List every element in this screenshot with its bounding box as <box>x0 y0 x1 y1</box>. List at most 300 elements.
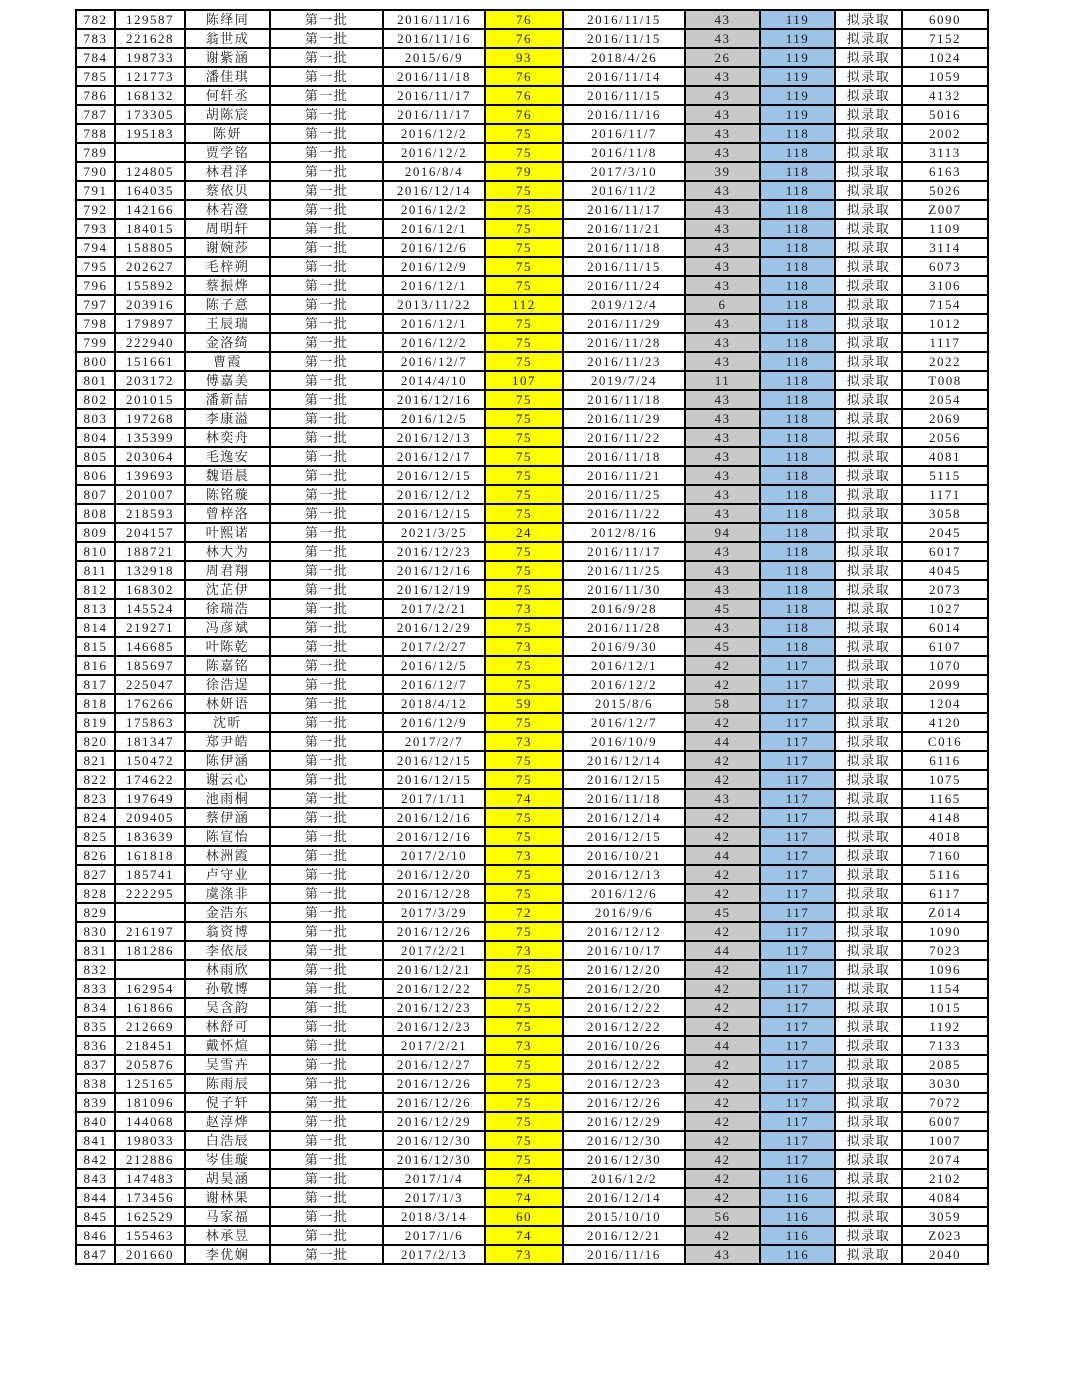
table-row <box>76 10 988 29</box>
cell-sequence-number: 823 <box>76 789 115 808</box>
cell-admission-status: 拟录取 <box>835 314 902 333</box>
cell-days-count: 42 <box>685 1055 760 1074</box>
cell-score-highlighted: 75 <box>485 143 563 162</box>
cell-batch: 第一批 <box>270 219 383 238</box>
cell-days-count: 43 <box>685 276 760 295</box>
cell-total-score: 119 <box>760 10 835 29</box>
cell-sequence-number: 833 <box>76 979 115 998</box>
cell-days-count: 42 <box>685 1169 760 1188</box>
cell-student-name: 蔡振烨 <box>185 276 270 295</box>
cell-first-date: 2016/12/2 <box>383 333 485 352</box>
cell-batch: 第一批 <box>270 1093 383 1112</box>
cell-admission-status: 拟录取 <box>835 751 902 770</box>
cell-code: 1154 <box>902 979 988 998</box>
cell-total-score: 117 <box>760 1074 835 1093</box>
cell-sequence-number: 804 <box>76 428 115 447</box>
cell-student-name: 胡昊涵 <box>185 1169 270 1188</box>
cell-score-highlighted: 73 <box>485 599 563 618</box>
cell-total-score: 118 <box>760 409 835 428</box>
cell-score-highlighted: 75 <box>485 618 563 637</box>
cell-student-name: 赵淳烨 <box>185 1112 270 1131</box>
cell-first-date: 2016/12/15 <box>383 504 485 523</box>
cell-admission-status: 拟录取 <box>835 67 902 86</box>
cell-sequence-number: 784 <box>76 48 115 67</box>
cell-score-highlighted: 75 <box>485 219 563 238</box>
cell-days-count: 43 <box>685 1245 760 1264</box>
cell-sequence-number: 836 <box>76 1036 115 1055</box>
cell-days-count: 42 <box>685 827 760 846</box>
cell-score-highlighted: 75 <box>485 542 563 561</box>
cell-code: 1012 <box>902 314 988 333</box>
cell-first-date: 2015/6/9 <box>383 48 485 67</box>
cell-first-date: 2018/4/12 <box>383 694 485 713</box>
cell-student-id: 144068 <box>115 1112 185 1131</box>
cell-first-date: 2016/8/4 <box>383 162 485 181</box>
cell-second-date: 2016/11/18 <box>563 238 685 257</box>
cell-student-name: 徐瑞浩 <box>185 599 270 618</box>
cell-batch: 第一批 <box>270 1055 383 1074</box>
cell-score-highlighted: 75 <box>485 200 563 219</box>
cell-batch: 第一批 <box>270 922 383 941</box>
cell-total-score: 117 <box>760 675 835 694</box>
cell-batch: 第一批 <box>270 200 383 219</box>
cell-admission-status: 拟录取 <box>835 447 902 466</box>
table-row <box>76 428 988 447</box>
cell-days-count: 56 <box>685 1207 760 1226</box>
cell-student-name: 林洲霞 <box>185 846 270 865</box>
cell-code: 1165 <box>902 789 988 808</box>
cell-sequence-number: 791 <box>76 181 115 200</box>
cell-code: 1070 <box>902 656 988 675</box>
cell-days-count: 44 <box>685 846 760 865</box>
table-row <box>76 1074 988 1093</box>
cell-score-highlighted: 75 <box>485 922 563 941</box>
cell-code: 4018 <box>902 827 988 846</box>
cell-admission-status: 拟录取 <box>835 1093 902 1112</box>
cell-student-id: 184015 <box>115 219 185 238</box>
cell-days-count: 42 <box>685 1093 760 1112</box>
cell-days-count: 43 <box>685 124 760 143</box>
table-row <box>76 941 988 960</box>
cell-batch: 第一批 <box>270 675 383 694</box>
cell-score-highlighted: 75 <box>485 276 563 295</box>
cell-admission-status: 拟录取 <box>835 371 902 390</box>
cell-score-highlighted: 75 <box>485 238 563 257</box>
cell-first-date: 2016/12/29 <box>383 1112 485 1131</box>
table-row <box>76 903 988 922</box>
cell-batch: 第一批 <box>270 523 383 542</box>
cell-code: 3059 <box>902 1207 988 1226</box>
cell-admission-status: 拟录取 <box>835 238 902 257</box>
cell-admission-status: 拟录取 <box>835 48 902 67</box>
cell-student-id <box>115 960 185 979</box>
cell-first-date: 2016/12/21 <box>383 960 485 979</box>
cell-admission-status: 拟录取 <box>835 257 902 276</box>
cell-sequence-number: 785 <box>76 67 115 86</box>
cell-batch: 第一批 <box>270 1017 383 1036</box>
cell-batch: 第一批 <box>270 162 383 181</box>
table-row <box>76 1150 988 1169</box>
cell-sequence-number: 828 <box>76 884 115 903</box>
cell-student-name: 王辰瑞 <box>185 314 270 333</box>
cell-batch: 第一批 <box>270 770 383 789</box>
cell-sequence-number: 820 <box>76 732 115 751</box>
cell-total-score: 117 <box>760 1017 835 1036</box>
cell-admission-status: 拟录取 <box>835 1131 902 1150</box>
table-row <box>76 48 988 67</box>
cell-sequence-number: 790 <box>76 162 115 181</box>
cell-first-date: 2016/12/15 <box>383 751 485 770</box>
cell-second-date: 2016/9/28 <box>563 599 685 618</box>
cell-code: 4148 <box>902 808 988 827</box>
cell-sequence-number: 811 <box>76 561 115 580</box>
cell-admission-status: 拟录取 <box>835 903 902 922</box>
cell-code: 6014 <box>902 618 988 637</box>
cell-days-count: 44 <box>685 941 760 960</box>
cell-admission-status: 拟录取 <box>835 960 902 979</box>
cell-second-date: 2016/12/30 <box>563 1131 685 1150</box>
cell-batch: 第一批 <box>270 960 383 979</box>
cell-batch: 第一批 <box>270 1188 383 1207</box>
cell-sequence-number: 796 <box>76 276 115 295</box>
cell-days-count: 43 <box>685 238 760 257</box>
cell-second-date: 2016/9/30 <box>563 637 685 656</box>
cell-second-date: 2016/12/29 <box>563 1112 685 1131</box>
cell-total-score: 117 <box>760 827 835 846</box>
cell-first-date: 2016/11/16 <box>383 29 485 48</box>
cell-sequence-number: 835 <box>76 1017 115 1036</box>
cell-sequence-number: 792 <box>76 200 115 219</box>
cell-sequence-number: 789 <box>76 143 115 162</box>
cell-second-date: 2016/9/6 <box>563 903 685 922</box>
cell-second-date: 2016/11/14 <box>563 67 685 86</box>
admission-table <box>75 9 989 1265</box>
cell-first-date: 2017/2/10 <box>383 846 485 865</box>
table-row <box>76 637 988 656</box>
cell-code: 4120 <box>902 713 988 732</box>
cell-second-date: 2016/11/15 <box>563 86 685 105</box>
cell-student-name: 孙敬博 <box>185 979 270 998</box>
cell-student-name: 林若澄 <box>185 200 270 219</box>
cell-total-score: 117 <box>760 846 835 865</box>
cell-code: 7023 <box>902 941 988 960</box>
cell-student-name: 蔡依贝 <box>185 181 270 200</box>
cell-score-highlighted: 75 <box>485 124 563 143</box>
cell-total-score: 118 <box>760 352 835 371</box>
cell-student-name: 吴雪卉 <box>185 1055 270 1074</box>
cell-batch: 第一批 <box>270 865 383 884</box>
cell-first-date: 2016/12/9 <box>383 713 485 732</box>
cell-code: 2040 <box>902 1245 988 1264</box>
cell-code: 6017 <box>902 542 988 561</box>
cell-student-name: 冯彦斌 <box>185 618 270 637</box>
cell-first-date: 2017/2/21 <box>383 1036 485 1055</box>
cell-student-id: 142166 <box>115 200 185 219</box>
cell-batch: 第一批 <box>270 124 383 143</box>
cell-admission-status: 拟录取 <box>835 1017 902 1036</box>
cell-batch: 第一批 <box>270 979 383 998</box>
cell-second-date: 2016/11/29 <box>563 409 685 428</box>
cell-total-score: 117 <box>760 960 835 979</box>
table-row <box>76 295 988 314</box>
cell-batch: 第一批 <box>270 884 383 903</box>
cell-admission-status: 拟录取 <box>835 580 902 599</box>
cell-student-id: 201007 <box>115 485 185 504</box>
cell-student-id: 132918 <box>115 561 185 580</box>
cell-code: 2099 <box>902 675 988 694</box>
cell-student-name: 林奕舟 <box>185 428 270 447</box>
cell-batch: 第一批 <box>270 789 383 808</box>
cell-code: 3058 <box>902 504 988 523</box>
cell-student-name: 毛梓朔 <box>185 257 270 276</box>
cell-batch: 第一批 <box>270 504 383 523</box>
cell-student-id: 203916 <box>115 295 185 314</box>
cell-sequence-number: 783 <box>76 29 115 48</box>
cell-sequence-number: 840 <box>76 1112 115 1131</box>
cell-admission-status: 拟录取 <box>835 143 902 162</box>
cell-first-date: 2016/12/23 <box>383 542 485 561</box>
cell-days-count: 43 <box>685 143 760 162</box>
cell-days-count: 43 <box>685 67 760 86</box>
cell-score-highlighted: 74 <box>485 789 563 808</box>
cell-score-highlighted: 75 <box>485 580 563 599</box>
cell-sequence-number: 782 <box>76 10 115 29</box>
table-row <box>76 542 988 561</box>
table-row <box>76 276 988 295</box>
table-row <box>76 1226 988 1245</box>
cell-days-count: 42 <box>685 656 760 675</box>
cell-student-id: 155463 <box>115 1226 185 1245</box>
cell-second-date: 2016/11/18 <box>563 789 685 808</box>
table-row <box>76 1017 988 1036</box>
cell-first-date: 2017/1/4 <box>383 1169 485 1188</box>
cell-total-score: 117 <box>760 1150 835 1169</box>
cell-sequence-number: 822 <box>76 770 115 789</box>
cell-second-date: 2016/12/7 <box>563 713 685 732</box>
cell-first-date: 2016/12/6 <box>383 238 485 257</box>
cell-batch: 第一批 <box>270 561 383 580</box>
cell-student-name: 周明轩 <box>185 219 270 238</box>
table-row <box>76 1131 988 1150</box>
cell-student-name: 倪子轩 <box>185 1093 270 1112</box>
cell-second-date: 2016/12/2 <box>563 675 685 694</box>
cell-student-id: 212669 <box>115 1017 185 1036</box>
cell-student-name: 叶陈乾 <box>185 637 270 656</box>
cell-batch: 第一批 <box>270 333 383 352</box>
cell-days-count: 42 <box>685 884 760 903</box>
table-row <box>76 523 988 542</box>
cell-batch: 第一批 <box>270 428 383 447</box>
cell-student-id: 202627 <box>115 257 185 276</box>
cell-student-id: 218593 <box>115 504 185 523</box>
cell-total-score: 119 <box>760 105 835 124</box>
cell-first-date: 2016/12/13 <box>383 428 485 447</box>
table-row <box>76 86 988 105</box>
cell-total-score: 118 <box>760 580 835 599</box>
cell-student-id: 181286 <box>115 941 185 960</box>
cell-second-date: 2016/12/15 <box>563 827 685 846</box>
cell-student-id: 201015 <box>115 390 185 409</box>
cell-second-date: 2016/11/23 <box>563 352 685 371</box>
cell-total-score: 119 <box>760 29 835 48</box>
cell-student-id: 181347 <box>115 732 185 751</box>
cell-code: 3030 <box>902 1074 988 1093</box>
cell-score-highlighted: 75 <box>485 770 563 789</box>
cell-student-name: 林承昱 <box>185 1226 270 1245</box>
cell-batch: 第一批 <box>270 599 383 618</box>
cell-code: Z023 <box>902 1226 988 1245</box>
cell-second-date: 2016/10/26 <box>563 1036 685 1055</box>
cell-student-id: 161866 <box>115 998 185 1017</box>
cell-student-name: 虞涤非 <box>185 884 270 903</box>
cell-code: 7154 <box>902 295 988 314</box>
cell-days-count: 42 <box>685 675 760 694</box>
cell-admission-status: 拟录取 <box>835 941 902 960</box>
cell-code: 2102 <box>902 1169 988 1188</box>
table-row <box>76 1112 988 1131</box>
cell-first-date: 2016/12/2 <box>383 143 485 162</box>
cell-days-count: 43 <box>685 200 760 219</box>
cell-second-date: 2016/12/12 <box>563 922 685 941</box>
cell-sequence-number: 847 <box>76 1245 115 1264</box>
cell-admission-status: 拟录取 <box>835 1207 902 1226</box>
cell-first-date: 2016/12/1 <box>383 314 485 333</box>
cell-admission-status: 拟录取 <box>835 523 902 542</box>
cell-batch: 第一批 <box>270 903 383 922</box>
cell-batch: 第一批 <box>270 48 383 67</box>
cell-first-date: 2016/12/17 <box>383 447 485 466</box>
cell-second-date: 2016/11/25 <box>563 485 685 504</box>
cell-second-date: 2016/12/13 <box>563 865 685 884</box>
cell-batch: 第一批 <box>270 656 383 675</box>
cell-score-highlighted: 75 <box>485 333 563 352</box>
cell-batch: 第一批 <box>270 1074 383 1093</box>
cell-days-count: 42 <box>685 1017 760 1036</box>
table-row <box>76 675 988 694</box>
cell-sequence-number: 818 <box>76 694 115 713</box>
cell-second-date: 2016/11/18 <box>563 447 685 466</box>
cell-total-score: 118 <box>760 637 835 656</box>
cell-days-count: 42 <box>685 1074 760 1093</box>
cell-days-count: 45 <box>685 637 760 656</box>
cell-score-highlighted: 73 <box>485 941 563 960</box>
cell-total-score: 116 <box>760 1169 835 1188</box>
cell-second-date: 2016/11/8 <box>563 143 685 162</box>
cell-days-count: 43 <box>685 181 760 200</box>
cell-total-score: 119 <box>760 67 835 86</box>
cell-days-count: 94 <box>685 523 760 542</box>
cell-student-id: 158805 <box>115 238 185 257</box>
cell-second-date: 2016/12/22 <box>563 1017 685 1036</box>
cell-first-date: 2017/1/3 <box>383 1188 485 1207</box>
cell-code: 2085 <box>902 1055 988 1074</box>
cell-total-score: 118 <box>760 561 835 580</box>
cell-student-name: 曾梓洛 <box>185 504 270 523</box>
cell-second-date: 2016/12/1 <box>563 656 685 675</box>
cell-student-id: 209405 <box>115 808 185 827</box>
cell-first-date: 2017/3/29 <box>383 903 485 922</box>
cell-student-id: 162529 <box>115 1207 185 1226</box>
cell-days-count: 42 <box>685 998 760 1017</box>
cell-student-id: 225047 <box>115 675 185 694</box>
cell-total-score: 118 <box>760 200 835 219</box>
cell-admission-status: 拟录取 <box>835 770 902 789</box>
cell-sequence-number: 814 <box>76 618 115 637</box>
cell-admission-status: 拟录取 <box>835 466 902 485</box>
cell-second-date: 2016/12/22 <box>563 1055 685 1074</box>
cell-code: Z007 <box>902 200 988 219</box>
cell-score-highlighted: 75 <box>485 485 563 504</box>
cell-student-name: 翁资博 <box>185 922 270 941</box>
cell-days-count: 42 <box>685 960 760 979</box>
cell-student-name: 戴怀煊 <box>185 1036 270 1055</box>
table-row <box>76 181 988 200</box>
table-row <box>76 922 988 941</box>
cell-sequence-number: 824 <box>76 808 115 827</box>
cell-days-count: 43 <box>685 352 760 371</box>
cell-total-score: 117 <box>760 1055 835 1074</box>
cell-batch: 第一批 <box>270 371 383 390</box>
cell-student-id: 175863 <box>115 713 185 732</box>
cell-student-id: 222295 <box>115 884 185 903</box>
cell-second-date: 2016/10/21 <box>563 846 685 865</box>
cell-sequence-number: 803 <box>76 409 115 428</box>
cell-sequence-number: 813 <box>76 599 115 618</box>
cell-code: 6090 <box>902 10 988 29</box>
cell-first-date: 2016/12/2 <box>383 200 485 219</box>
cell-batch: 第一批 <box>270 352 383 371</box>
cell-student-id: 146685 <box>115 637 185 656</box>
cell-sequence-number: 825 <box>76 827 115 846</box>
cell-score-highlighted: 73 <box>485 637 563 656</box>
cell-code: 1075 <box>902 770 988 789</box>
cell-second-date: 2016/11/21 <box>563 219 685 238</box>
cell-admission-status: 拟录取 <box>835 86 902 105</box>
cell-score-highlighted: 59 <box>485 694 563 713</box>
cell-batch: 第一批 <box>270 1036 383 1055</box>
cell-student-id: 185697 <box>115 656 185 675</box>
cell-second-date: 2018/4/26 <box>563 48 685 67</box>
cell-batch: 第一批 <box>270 485 383 504</box>
cell-student-name: 谢云心 <box>185 770 270 789</box>
cell-second-date: 2016/12/6 <box>563 884 685 903</box>
cell-student-name: 陈宣怡 <box>185 827 270 846</box>
cell-first-date: 2017/2/21 <box>383 941 485 960</box>
cell-student-id: 212886 <box>115 1150 185 1169</box>
cell-first-date: 2016/12/28 <box>383 884 485 903</box>
cell-second-date: 2016/11/25 <box>563 561 685 580</box>
cell-total-score: 117 <box>760 751 835 770</box>
cell-total-score: 118 <box>760 523 835 542</box>
cell-student-id: 124805 <box>115 162 185 181</box>
cell-batch: 第一批 <box>270 390 383 409</box>
cell-second-date: 2016/11/15 <box>563 29 685 48</box>
cell-admission-status: 拟录取 <box>835 694 902 713</box>
cell-code: C016 <box>902 732 988 751</box>
cell-first-date: 2017/2/13 <box>383 1245 485 1264</box>
cell-score-highlighted: 75 <box>485 1131 563 1150</box>
cell-student-id: 155892 <box>115 276 185 295</box>
cell-batch: 第一批 <box>270 580 383 599</box>
cell-student-name: 林舒可 <box>185 1017 270 1036</box>
cell-days-count: 42 <box>685 1226 760 1245</box>
cell-sequence-number: 815 <box>76 637 115 656</box>
cell-student-id: 198733 <box>115 48 185 67</box>
table-row <box>76 751 988 770</box>
cell-sequence-number: 843 <box>76 1169 115 1188</box>
cell-first-date: 2017/2/27 <box>383 637 485 656</box>
cell-admission-status: 拟录取 <box>835 922 902 941</box>
